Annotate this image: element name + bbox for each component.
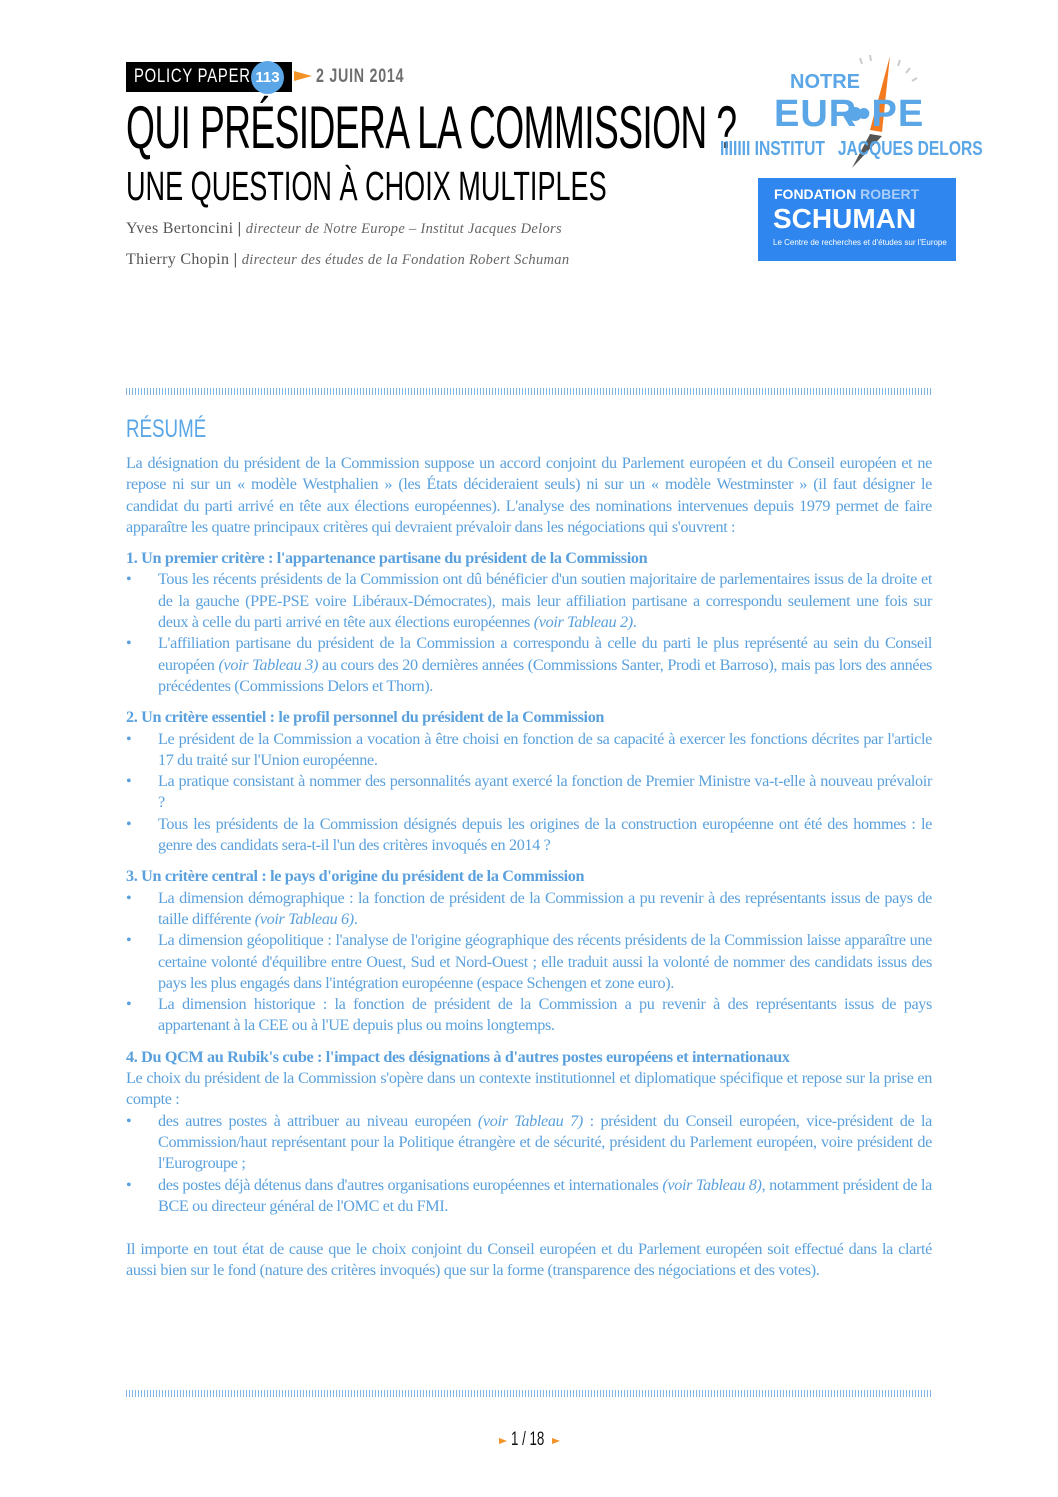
bullet-list [126,569,932,697]
text-segment: La dimension géopolitique : l'analyse de l'origine géographique des récents présidents de la Commission laisse apparaître une certaine volonté d'équilibre entre Ouest, Sud et Nord-Ouest ; elle traduit aussi la volonté de nommer des candidats issus des pays les plus engagés dans l'intégration européenne (espace Schengen et zone euro). [158,931,932,992]
text-segment: Tous les récents présidents de la Commission ont dû bénéficier d'un soutien majoritaire de parlementaires issus de la droite et de la gauche (PPE-PSE voire Libéraux-Démocrates), mais leur affiliation partisane a correspondu seulement une fois sur deux à celle du parti arrivé en tête aux élections européennes [158,570,932,632]
section-heading: 1. Un premier critère : l'appartenance partisane du président de la Commission [126,549,648,568]
section-heading: 4. Du QCM au Rubik's cube : l'impact des désignations à d'autres postes européens et internationaux [126,1047,790,1066]
bullet-list [126,729,932,857]
text-segment: , notamment président de la BCE ou directeur général de l'OMC et du FMI. [158,1175,932,1215]
text-segment: des postes déjà détenus dans d'autres organisations européennes et internationales [158,1175,663,1194]
divider [126,388,932,395]
criteria-sections [126,548,932,1217]
text-segment: Le président de la Commission a vocation à être choisi en fonction de sa capacité à exercer les fonctions décrites par l'article 17 du traité sur l'Union européenne. [158,729,932,769]
page-subtitle: UNE QUESTION À CHOIX MULTIPLES [126,163,607,209]
list-item [126,994,932,1037]
policy-paper-badge: POLICY PAPER [126,62,292,92]
list-item [126,1111,932,1175]
list-item [126,633,932,697]
resume-heading: RÉSUMÉ [126,415,207,443]
list-item [126,569,932,633]
table-reference: (voir Tableau 2) [533,613,633,632]
text-segment: L'affiliation partisane du président de la Commission a correspondu à celle du parti le plus représenté au sein du Conseil européen [158,634,932,674]
text-segment: . [632,613,637,632]
author-1: Yves Bertoncini | directeur de Notre Europe – Institut Jacques Delors [126,220,562,237]
list-item [126,930,932,994]
publication-date: 2 JUIN 2014 [316,66,405,87]
resume-body [126,453,932,1282]
text-segment: La pratique consistant à nommer des personnalités ayant exercé la fonction de Premier Ministre va-t-elle à nouveau prévaloir ? [158,772,932,812]
resume-intro: La désignation du président de la Commission suppose un accord conjoint du Parlement européen et du Conseil européen et ne repose ni sur un « modèle Westphalien » (les États décideraient seuls) ni sur un « modèle Westminster » (il faut désigner le candidat du parti arrivé en tête aux élections européennes). L'analyse des nominations intervenues depuis 1979 permet de faire apparaître les quatre principaux critères qui devraient prévaloir dans les négociations qui s'ouvrent : [126,454,932,536]
list-item [126,888,932,931]
page-title: QUI PRÉSIDERA LA COMMISSION ? [126,94,737,161]
text-segment: au cours des 20 dernières années (Commissions Santer, Prodi et Barroso), mais pas lors des années précédentes (Commissions Delors et Thorn). [158,655,932,695]
table-reference: (voir Tableau 3) [218,655,319,674]
table-reference: (voir Tableau 7) [477,1111,583,1130]
author-2: Thierry Chopin | directeur des études de la Fondation Robert Schuman [126,251,570,268]
arrow-icon [294,71,312,81]
bullet-list [126,1111,932,1217]
list-item [126,771,932,814]
bullet-list [126,888,932,1037]
text-segment: Tous les présidents de la Commission désignés depuis les origines de la construction européenne ont été des hommes : le genre des candidats sera-t-il l'un des critères invoqués en 2014 ? [158,814,932,855]
list-item [126,729,932,772]
arrow-right-icon [552,1438,560,1444]
fondation-schuman-logo: FONDATION ROBERT SCHUMAN Le Centre de recherches et d'études sur l'Europe [758,178,956,261]
table-reference: (voir Tableau 6) [254,909,354,928]
text-segment: . [353,909,358,928]
text-segment: : président du Conseil européen, vice-président de la Commission/haut représentant pour la Politique étrangère et de sécurité, président du Parlement européen, voire président de l'Eurogroupe ; [158,1111,932,1173]
page-number: 1 / 18 [511,1429,545,1450]
section-heading: 3. Un critère central : le pays d'origine du président de la Commission [126,867,585,886]
text-segment: des autres postes à attribuer au niveau européen [158,1111,478,1130]
section-heading: 2. Un critère essentiel : le profil personnel du président de la Commission [126,708,605,727]
table-reference: (voir Tableau 8) [662,1175,762,1194]
list-item [126,1175,932,1218]
section-intro: Le choix du président de la Commission s'opère dans un contexte institutionnel et diplomatique spécifique et repose sur la prise en compte : [126,1069,932,1109]
issue-number: 113 [251,61,284,94]
list-item [126,814,932,857]
notre-europe-logo: NOTRE EUR•PE IIIIIII INSTITUT JACQUES DELORS [720,50,1005,170]
divider [126,1390,932,1397]
text-segment: La dimension historique : la fonction de président de la Commission a pu revenir à des représentants issus de pays appartenant à la CEE ou à l'UE depuis plus ou moins longtemps. [158,995,932,1035]
text-segment: La dimension démographique : la fonction de président de la Commission a pu revenir à des représentants issus de pays de taille différente [158,888,932,928]
conclusion: Il importe en tout état de cause que le choix conjoint du Conseil européen et du Parlement européen soit effectué dans la clarté aussi bien sur le fond (nature des critères invoqués) que sur la forme (transparence des négociations et des votes). [126,1240,932,1280]
